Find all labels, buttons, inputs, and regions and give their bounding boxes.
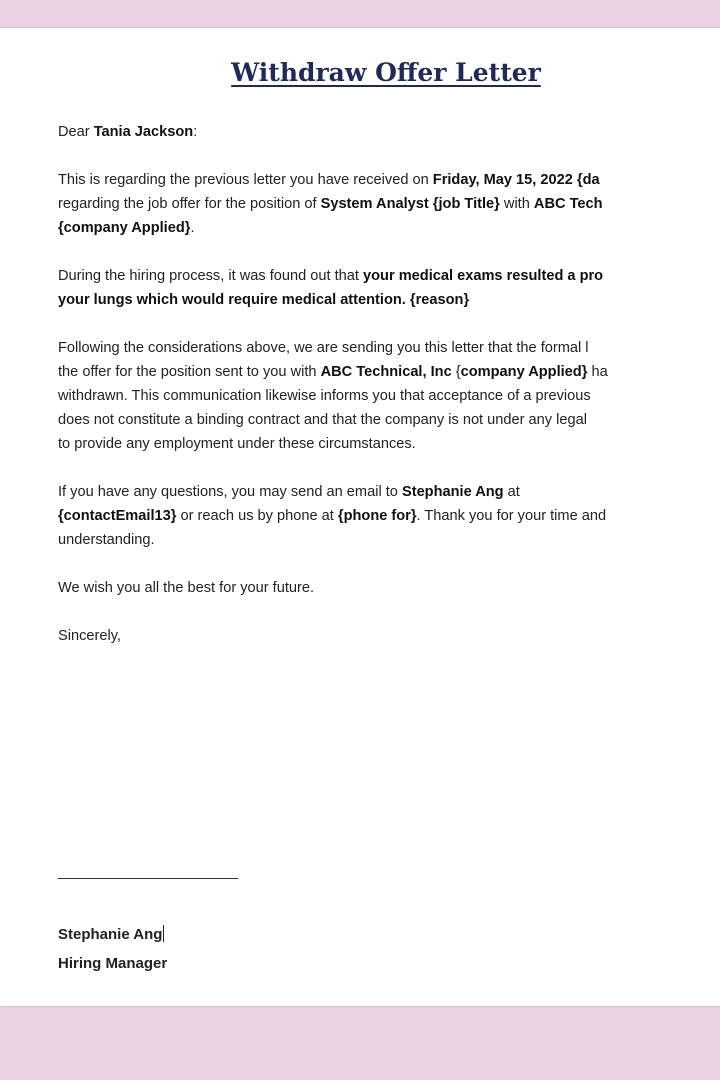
text-run: at — [503, 484, 520, 500]
signature-block — [58, 920, 167, 978]
company-name: ABC Technical, Inc — [320, 364, 452, 380]
signature-line — [58, 878, 238, 879]
contact-email-field: {contactEmail13} — [58, 508, 177, 524]
text-line — [58, 264, 720, 288]
paragraph-previous-letter — [58, 168, 720, 240]
text-run: or reach us by phone at — [176, 508, 338, 524]
text-run: { — [451, 364, 461, 380]
signer-name-row[interactable] — [58, 920, 167, 949]
recipient-name: Tania Jackson — [93, 124, 194, 140]
greeting-suffix: : — [193, 124, 198, 140]
date-field: Friday, May 15, 2022 {da — [432, 172, 600, 188]
paragraph-withdrawal — [58, 336, 720, 456]
text-run: If you have any questions, you may send an email to — [58, 484, 402, 500]
text-cursor — [163, 925, 164, 942]
text-line — [58, 168, 720, 192]
sign-off: Sincerely, — [58, 628, 121, 644]
text-line: withdrawn. This communication likewise informs you that acceptance of a previous — [58, 388, 591, 404]
company-applied-field: company Applied} — [460, 364, 588, 380]
text-line: understanding. — [58, 532, 155, 548]
text-run: . Thank you for your time and — [416, 508, 607, 524]
signer-title: Hiring Manager — [58, 955, 168, 972]
text-line — [58, 360, 720, 384]
company-field: ABC Tech — [533, 196, 603, 212]
text-line: to provide any employment under these circumstances. — [58, 436, 416, 452]
text-line — [58, 216, 720, 240]
text-run: the offer for the position sent to you with — [58, 364, 321, 380]
reason-field: your medical exams resulted a pro — [363, 268, 604, 284]
document-page — [0, 28, 720, 1006]
text-line: Following the considerations above, we are sending you this letter that the formal l — [58, 340, 589, 356]
text-run: This is regarding the previous letter you have received on — [58, 172, 433, 188]
text-line — [58, 288, 720, 312]
paragraph-contact — [58, 480, 720, 552]
text-line: does not constitute a binding contract and that the company is not under any legal — [58, 412, 587, 428]
contact-name: Stephanie Ang — [401, 484, 504, 500]
paragraph-reason — [58, 264, 720, 312]
text-run: with — [499, 196, 534, 212]
greeting — [58, 120, 720, 144]
phone-field: {phone for} — [337, 508, 417, 524]
text-run: . — [190, 220, 195, 236]
text-run: During the hiring process, it was found out that — [58, 268, 364, 284]
text-line — [58, 480, 720, 504]
greeting-prefix: Dear — [58, 124, 94, 140]
text-run: ha — [587, 364, 608, 380]
company-applied-field: {company Applied} — [58, 220, 191, 236]
letter-body — [58, 120, 720, 672]
letter-title: Withdraw Offer Letter — [231, 58, 541, 87]
reason-field-cont: your lungs which would require medical attention. {reason} — [58, 292, 470, 308]
text-run: regarding the job offer for the position of — [58, 196, 321, 212]
signer-name: Stephanie Ang — [58, 926, 163, 943]
text-line — [58, 504, 720, 528]
closing-wish: We wish you all the best for your future. — [58, 580, 315, 596]
text-line — [58, 192, 720, 216]
job-title-field: System Analyst {job Title} — [320, 196, 500, 212]
